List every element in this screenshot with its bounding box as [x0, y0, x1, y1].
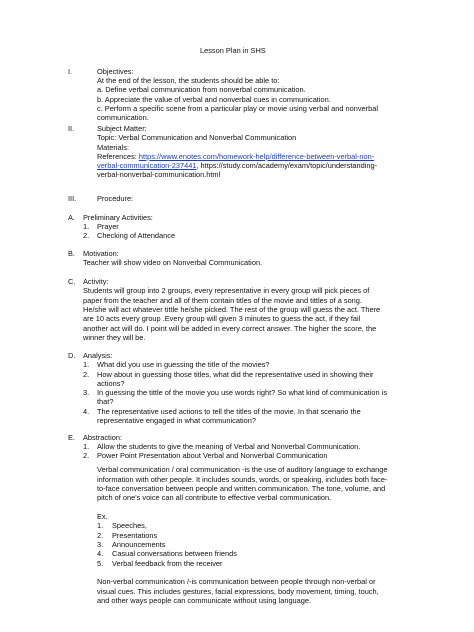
list-item: a. Define verbal communication from nonverbal communication. [97, 85, 306, 94]
section-number: III. [68, 194, 77, 203]
reference-link-enotes[interactable]: https://www.enotes.com/homework-help/difference-between-verbal-non- [138, 152, 375, 161]
list-number: 2. [83, 231, 90, 240]
list-item: In guessing the tittle of the movie you use words right? So what kind of communication is [97, 388, 388, 397]
paragraph-line: are 10 acts every group .Every group will given 3 minutes to guess the act, if they fail [83, 314, 361, 323]
paragraph-line: to-face conversation between people and written communication. The tone, volume, and [97, 484, 386, 493]
section-number: II. [68, 124, 75, 133]
list-item: Speeches, [112, 521, 147, 530]
list-item-cont: that? [97, 397, 114, 406]
list-number: 2. [83, 451, 90, 460]
list-item: Presentations [112, 530, 158, 540]
document-title: Lesson Plan in SHS [200, 46, 266, 55]
subsection-letter: A. [68, 213, 75, 222]
list-item-cont: actions? [97, 379, 125, 388]
list-number: 4. [83, 406, 90, 416]
subsection-heading: Preliminary Activities: [83, 213, 153, 222]
list-item: The representative used actions to tell the titles of the movie. In that scenario the [97, 406, 361, 416]
list-number: 2. [83, 369, 90, 379]
list-number: 5. [97, 558, 104, 568]
paragraph-line: winner they will be. [83, 333, 146, 342]
list-item: What did you use in guessing the title of the movies? [97, 360, 270, 369]
list-number: 3. [83, 388, 90, 397]
paragraph-line: and other ways people can communicate without using language. [97, 596, 312, 605]
reference-link-enotes-cont[interactable]: verbal-communication-237441 [97, 161, 197, 170]
references-line [97, 152, 374, 161]
subsection-letter: B. [68, 249, 75, 258]
paragraph-line: pitch of one's voice can all contribute to effective verbal communication. [97, 493, 332, 502]
list-item: Checking of Attendance [97, 231, 176, 240]
reference-study-com: , https://study.com/academy/exam/topic/understanding- [196, 161, 378, 170]
list-item-cont: representative engaged in what communication? [97, 416, 256, 425]
list-item: communication. [97, 113, 149, 122]
list-item: Announcements [112, 540, 166, 549]
paragraph-line: He/she will act whatever tittle he/she picked. The rest of the group will guess the act. There [83, 305, 381, 314]
list-number: 1. [83, 442, 90, 451]
paragraph-line: paper from the teacher and all of them contain titles of the movie and tittles of a song. [83, 295, 362, 305]
paragraph-line: Non-verbal communication /-is communication between people through non-verbal or [97, 577, 376, 586]
paragraph-line: Students will group into 2 groups, every representative in every group will pick pieces of [83, 286, 370, 295]
list-item: Power Point Presentation about Verbal and Nonverbal Communication [97, 451, 328, 460]
subsection-letter: E. [68, 433, 75, 442]
subsection-heading: Abstraction: [83, 433, 123, 442]
examples-label: Ex. [97, 512, 108, 521]
reference-study-com-cont: verbal-nonverbal-communication.html [97, 170, 221, 179]
subsection-heading: Analysis: [83, 351, 113, 360]
list-number: 2. [97, 530, 104, 540]
subsection-heading: Activity: [83, 277, 109, 286]
materials-label: Materials: [97, 142, 130, 152]
list-item: Casual conversations between friends [112, 549, 237, 558]
paragraph-line: Verbal communication / oral communication -is the use of auditory language to exchange [97, 465, 388, 474]
subsection-letter: D. [68, 351, 76, 360]
topic-line: Topic: Verbal Communication and Nonverbal Communication [97, 133, 297, 142]
paragraph-line: information with other people. It includes sounds, words, or speaking, includes both face- [97, 474, 388, 484]
list-number: 1. [83, 360, 90, 369]
paragraph-line: Teacher will show video on Nonverbal Communication. [83, 258, 263, 267]
list-item: Prayer [97, 222, 119, 231]
list-item: Allow the students to give the meaning of Verbal and Nonverbal Communication. [97, 442, 361, 451]
list-item: Verbal feedback from the receiver [112, 558, 223, 568]
section-heading: Objectives: [97, 67, 134, 76]
paragraph-line: At the end of the lesson, the students should be able to: [97, 76, 280, 85]
subsection-heading: Motivation: [83, 249, 119, 258]
paragraph-line: visual cues. This includes gestures, facial expressions, body movement, timing, touch, [97, 586, 379, 596]
references-line [97, 161, 377, 170]
section-heading: Subject Matter: [97, 124, 147, 133]
subsection-letter: C. [68, 277, 76, 286]
list-number: 4. [97, 549, 104, 558]
list-item: b. Appreciate the value of verbal and nonverbal cues in communication. [97, 94, 331, 104]
list-item: How about in guessing those titles, what did the representative used in showing their [97, 369, 374, 379]
list-number: 1. [97, 521, 104, 530]
section-number: I. [68, 67, 73, 76]
paragraph-line: another act will do. I point will be added in every correct answer. The higher the score, the [83, 323, 377, 333]
list-item: c. Perform a specific scene from a particular play or movie using verbal and nonverbal [97, 104, 378, 113]
section-heading: Procedure: [97, 194, 134, 203]
list-number: 1. [83, 222, 90, 231]
references-label: References: [97, 152, 139, 161]
list-number: 3. [97, 540, 104, 549]
